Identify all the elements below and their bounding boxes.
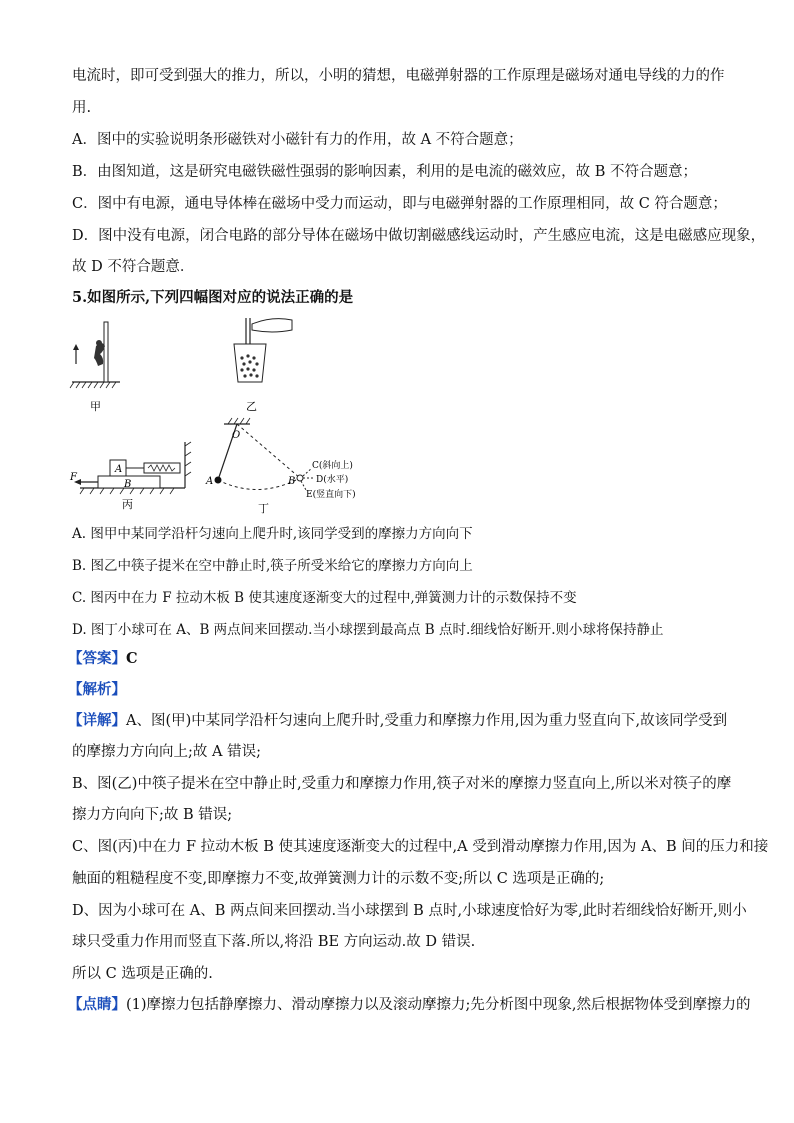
block-label-b: B xyxy=(124,479,132,490)
detail-tag: 【详解】 xyxy=(68,712,126,729)
point-label-d: D(水平) xyxy=(316,475,349,485)
point-label-e: E(竖直向下) xyxy=(306,490,356,500)
option-c: C. 图丙中在力 F 拉动木板 B 使其速度逐渐变大的过程中,弹簧测力计的示数保持不变 xyxy=(72,590,577,606)
answer-value: C xyxy=(126,650,138,667)
block-label-a: A xyxy=(115,464,123,475)
point-label-a: A xyxy=(206,476,214,487)
answer-tag: 【答案】 xyxy=(68,650,126,667)
figure-label-bing: 丙 xyxy=(122,498,133,511)
option-a: A. 图甲中某同学沿杆匀速向上爬升时,该同学受到的摩擦力方向向下 xyxy=(72,526,473,542)
option-b-explanation: B．由图知道，这是研究电磁铁磁性强弱的影响因素，利用的是电流的磁效应，故 B 不符合题意； xyxy=(72,164,698,180)
figure-bing xyxy=(74,442,191,494)
detail-text: A、图(甲)中某同学沿杆匀速向上爬升时,受重力和摩擦力作用,因为重力竖直向下,故该同学受到 xyxy=(126,713,728,729)
force-label-f: F xyxy=(70,472,77,483)
option-a-explanation: A．图中的实验说明条形磁铁对小磁针有力的作用，故 A 不符合题意； xyxy=(72,132,523,148)
option-c-explanation: C．图中有电源，通电导体棒在磁场中受力而运动，即与电磁弹射器的工作原理相同，故 C 符合题意； xyxy=(72,196,727,212)
point-label-o: O xyxy=(232,430,241,441)
question-figures xyxy=(60,312,390,517)
answer-line xyxy=(68,649,138,669)
detail-text: C、图(丙)中在力 F 拉动木板 B 使其速度逐渐变大的过程中,A 受到滑动摩擦力作用,因为 A、B 间的压力和接 xyxy=(72,839,769,855)
figure-label-yi: 乙 xyxy=(246,400,257,413)
analysis-line xyxy=(68,680,126,700)
detail-text: D、因为小球可在 A、B 两点间来回摆动.当小球摆到 B 点时,小球速度恰好为零,此时若细线恰好断开,则小 xyxy=(72,903,747,919)
comment-text: (1)摩擦力包括静摩擦力、滑动摩擦力以及滚动摩擦力;先分析图中现象,然后根据物体受到摩擦力的 xyxy=(126,997,751,1013)
text-line: 故 D 不符合题意． xyxy=(72,259,195,275)
option-b: B. 图乙中筷子提米在空中静止时,筷子所受米给它的摩擦力方向向上 xyxy=(72,558,473,574)
analysis-tag: 【解析】 xyxy=(68,681,126,698)
figure-label-jia: 甲 xyxy=(90,400,101,413)
comment-tag: 【点睛】 xyxy=(68,996,126,1013)
option-d-explanation: D．图中没有电源，闭合电路的部分导体在磁场中做切割磁感线运动时，产生感应电流，这是电磁感应现象， xyxy=(72,228,766,244)
question-stem: 5.如图所示,下列四幅图对应的说法正确的是 xyxy=(72,289,354,306)
detail-text: B、图(乙)中筷子提米在空中静止时,受重力和摩擦力作用,筷子对米的摩擦力竖直向上,所以米对筷子的摩 xyxy=(72,776,732,792)
detail-text: 球只受重力作用而竖直下落.所以,将沿 BE 方向运动.故 D 错误. xyxy=(72,934,476,950)
text-line: 电流时，即可受到强大的推力，所以，小明的猜想，电磁弹射器的工作原理是磁场对通电导线的力的作 xyxy=(72,68,725,84)
figure-yi xyxy=(234,318,292,382)
option-d: D. 图丁小球可在 A、B 两点间来回摆动.当小球摆到最高点 B 点时.细线恰好断开.则小球将保持静止 xyxy=(72,622,664,638)
figure-jia xyxy=(70,322,120,388)
comment-line xyxy=(68,995,751,1015)
detail-text: 的摩擦力方向向上;故 A 错误; xyxy=(72,744,261,760)
detail-text: 触面的粗糙程度不变,即摩擦力不变,故弹簧测力计的示数不变;所以 C 选项是正确的; xyxy=(72,871,605,887)
text-line: 用. xyxy=(72,100,92,116)
detail-text: 擦力方向向下;故 B 错误; xyxy=(72,807,233,823)
figure-label-ding: 丁 xyxy=(258,502,269,515)
detail-conclusion: 所以 C 选项是正确的. xyxy=(72,966,213,982)
point-label-b: B xyxy=(288,476,296,487)
figure-ding xyxy=(215,418,315,490)
detail-line xyxy=(68,711,727,731)
point-label-c: C(斜向上) xyxy=(312,461,353,471)
